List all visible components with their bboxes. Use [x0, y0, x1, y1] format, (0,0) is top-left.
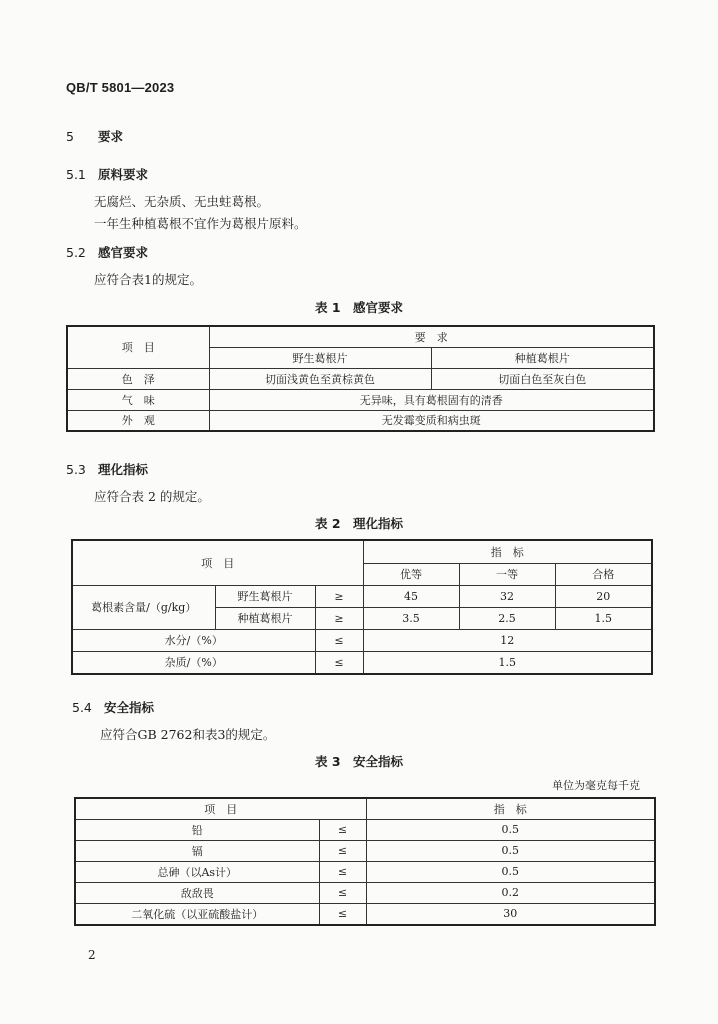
paragraph: 应符合GB 2762和表3的规定。 [100, 727, 276, 742]
grade-header: 优等 [363, 563, 459, 585]
comparison-symbol: ≤ [315, 629, 363, 651]
header-index: 指 标 [366, 798, 655, 819]
comparison-symbol: ≤ [319, 861, 366, 882]
section-number: 5.3 [66, 462, 86, 477]
section-number: 5.4 [72, 700, 92, 715]
cell: 1.5 [363, 651, 652, 674]
paragraph: 无腐烂、无杂质、无虫蛀葛根。 [94, 194, 270, 209]
cell: 45 [363, 585, 459, 607]
header-index: 指 标 [363, 540, 652, 563]
header-requirement: 要 求 [209, 326, 654, 347]
paragraph: 应符合表1的规定。 [94, 272, 202, 287]
section-number: 5.1 [66, 167, 86, 182]
puerarin-label: 葛根素含量/（g/kg） [72, 585, 215, 629]
comparison-symbol: ≥ [315, 607, 363, 629]
header-planted: 种植葛根片 [431, 347, 654, 368]
cell: 无发霉变质和病虫斑 [209, 410, 654, 431]
impurity-label: 杂质/（%） [72, 651, 315, 674]
cell: 0.5 [366, 840, 655, 861]
cell: 无异味，具有葛根固有的清香 [209, 389, 654, 410]
table-2 [71, 539, 653, 675]
cell: 1.5 [555, 607, 652, 629]
comparison-symbol: ≤ [315, 651, 363, 674]
paragraph: 一年生种植葛根不宜作为葛根片原料。 [94, 216, 307, 231]
section-5-4-heading [72, 698, 154, 716]
cell: 32 [459, 585, 555, 607]
header-item: 项 目 [72, 540, 363, 585]
unit-note: 单位为毫克每千克 [552, 779, 640, 792]
table-2-caption: 表 2 理化指标 [314, 516, 404, 531]
section-5-1-heading [66, 165, 148, 183]
comparison-symbol: ≤ [319, 882, 366, 903]
page-number: 2 [88, 948, 96, 962]
comparison-symbol: ≤ [319, 819, 366, 840]
grade-header: 一等 [459, 563, 555, 585]
row-label: 敌敌畏 [75, 882, 319, 903]
table-3-caption: 表 3 安全指标 [314, 754, 404, 769]
cell: 12 [363, 629, 652, 651]
row-label: 铅 [75, 819, 319, 840]
sub-label: 种植葛根片 [215, 607, 315, 629]
paragraph: 应符合表 2 的规定。 [94, 489, 210, 504]
section-number: 5 [66, 129, 74, 144]
moisture-label: 水分/（%） [72, 629, 315, 651]
comparison-symbol: ≤ [319, 903, 366, 925]
cell: 3.5 [363, 607, 459, 629]
table-1-caption: 表 1 感官要求 [314, 300, 404, 315]
row-label: 镉 [75, 840, 319, 861]
cell: 0.5 [366, 861, 655, 882]
comparison-symbol: ≥ [315, 585, 363, 607]
table-1 [66, 325, 655, 432]
cell: 切面浅黄色至黄棕黄色 [209, 368, 431, 389]
cell: 切面白色至灰白色 [431, 368, 654, 389]
cell: 30 [366, 903, 655, 925]
cell: 2.5 [459, 607, 555, 629]
section-title: 理化指标 [98, 462, 149, 477]
sub-label: 野生葛根片 [215, 585, 315, 607]
row-label: 色 泽 [67, 368, 209, 389]
table-3 [74, 797, 656, 926]
section-title: 要求 [98, 129, 124, 144]
header-item: 项 目 [75, 798, 366, 819]
section-title: 安全指标 [104, 700, 155, 715]
section-number: 5.2 [66, 245, 86, 260]
cell: 0.2 [366, 882, 655, 903]
standard-code: QB/T 5801—2023 [66, 80, 175, 95]
section-title: 原料要求 [98, 167, 149, 182]
header-item: 项 目 [67, 326, 209, 368]
section-5-heading [66, 127, 123, 145]
section-5-3-heading [66, 460, 148, 478]
section-title: 感官要求 [98, 245, 149, 260]
header-wild: 野生葛根片 [209, 347, 431, 368]
row-label: 二氧化硫（以亚硫酸盐计） [75, 903, 319, 925]
row-label: 气 味 [67, 389, 209, 410]
grade-header: 合格 [555, 563, 652, 585]
cell: 20 [555, 585, 652, 607]
row-label: 外 观 [67, 410, 209, 431]
section-5-2-heading [66, 243, 148, 261]
row-label: 总砷（以As计） [75, 861, 319, 882]
cell: 0.5 [366, 819, 655, 840]
comparison-symbol: ≤ [319, 840, 366, 861]
